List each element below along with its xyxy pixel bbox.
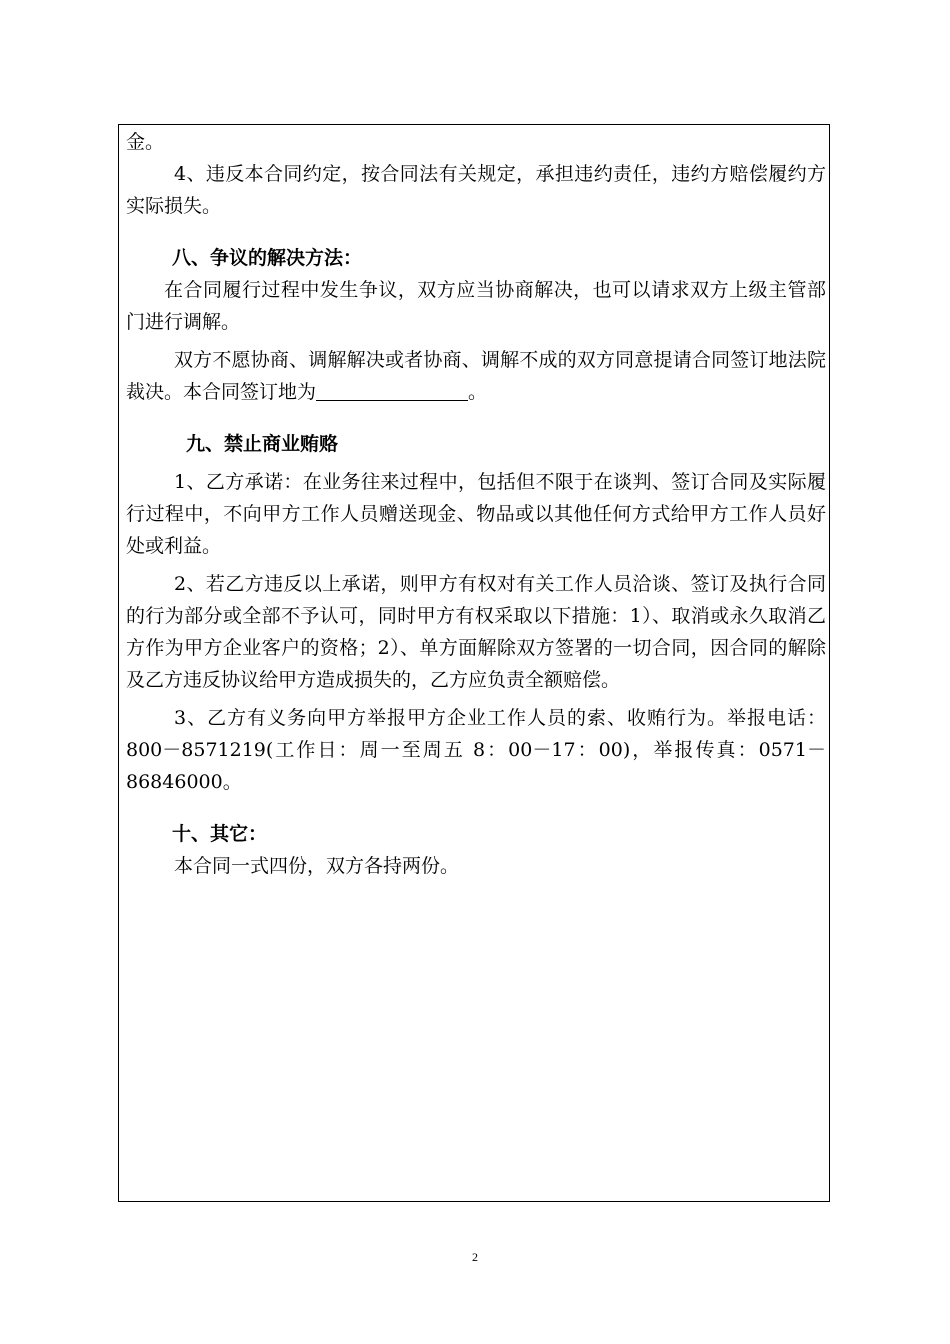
section7-tail: 金。 bbox=[126, 131, 165, 153]
section10-para1: 本合同一式四份，双方各持两份。 bbox=[174, 855, 460, 877]
section10-heading: 十、其它： bbox=[172, 823, 268, 845]
section8-para2-end: 。 bbox=[468, 381, 488, 403]
section9-item2: 2、若乙方违反以上承诺，则甲方有权对有关工作人员洽谈、签订及执行合同的行为部分或全部不予认可，同时甲方有权采取以下措施：1）、取消或永久取消乙方作为甲方企业客户的资格；2）、单方面解除双方签署的一切合同，因合同的解除及乙方违反协议给甲方造成损失的，乙方应负责全额赔偿。 bbox=[126, 573, 826, 691]
section8-para1: 在合同履行过程中发生争议，双方应当协商解决，也可以请求双方上级主管部门进行调解。 bbox=[126, 279, 826, 333]
section7-item4: 4、违反本合同约定，按合同法有关规定，承担违约责任，违约方赔偿履约方实际损失。 bbox=[126, 163, 826, 217]
contract-content bbox=[126, 126, 826, 882]
section8-para2 bbox=[126, 344, 826, 408]
page-number: 2 bbox=[472, 1250, 478, 1264]
section8-heading: 八、争议的解决方法： bbox=[172, 247, 363, 269]
signing-place-blank bbox=[316, 380, 468, 401]
section9-item3: 3、乙方有义务向甲方举报甲方企业工作人员的索、收贿行为。举报电话：800－8571219(工作日：周一至周五 8：00－17：00)，举报传真：0571－86846000。 bbox=[126, 707, 826, 793]
section8-para2-text: 双方不愿协商、调解解决或者协商、调解不成的双方同意提请合同签订地法院裁决。本合同签订地为 bbox=[126, 349, 826, 403]
section9-item1: 1、乙方承诺：在业务往来过程中，包括但不限于在谈判、签订合同及实际履行过程中，不向甲方工作人员赠送现金、物品或以其他任何方式给甲方工作人员好处或利益。 bbox=[126, 471, 826, 557]
section9-heading: 九、禁止商业贿赂 bbox=[186, 433, 339, 455]
